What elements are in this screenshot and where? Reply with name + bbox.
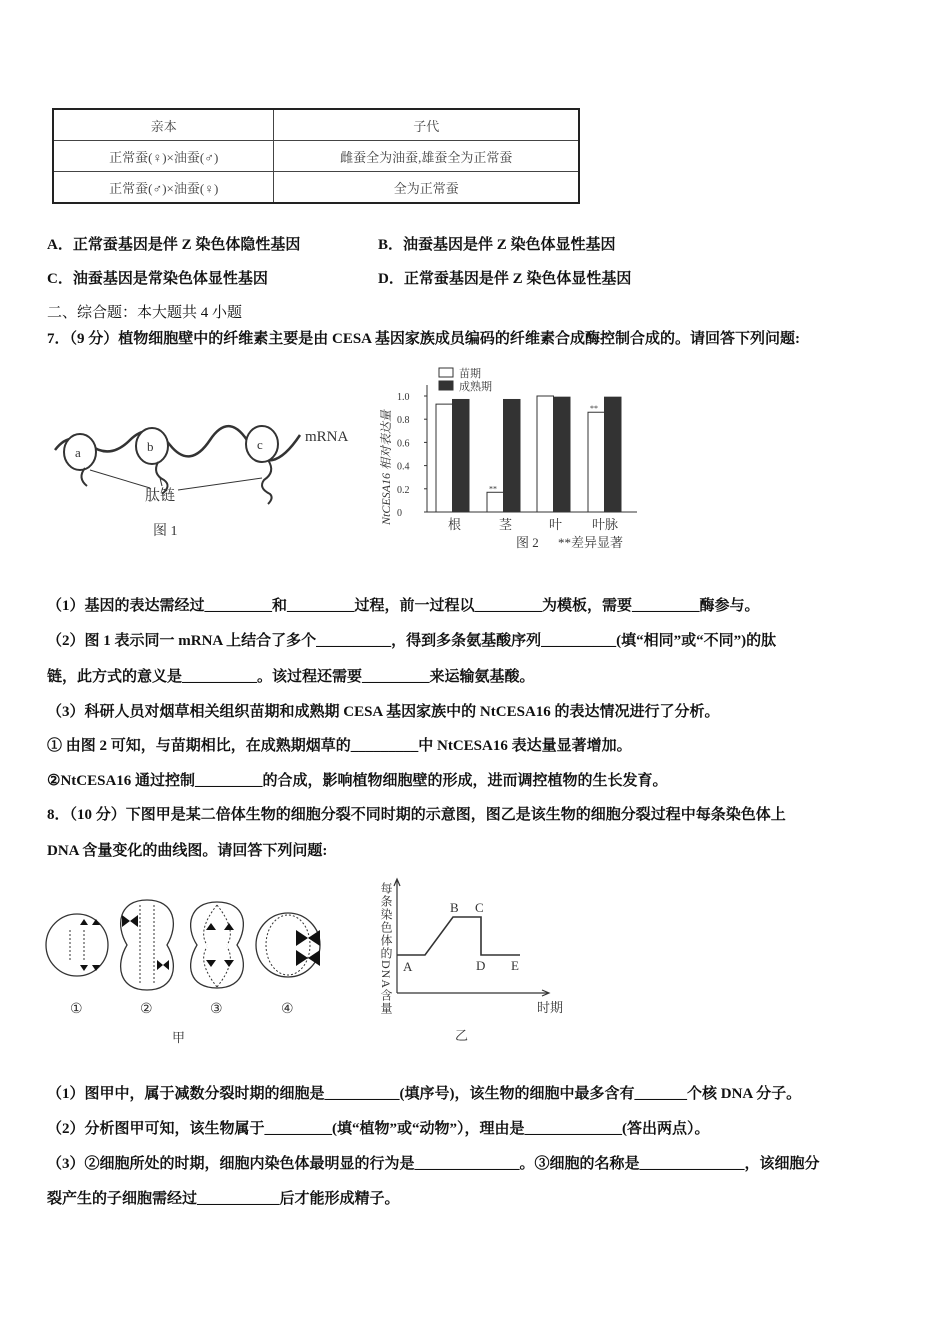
- option-d: D．正常蚕基因是伴 Z 染色体显性基因: [378, 271, 632, 287]
- y-tick-label: 0.8: [397, 415, 410, 427]
- mrna-label: mRNA: [305, 429, 349, 445]
- table-cell: 雌蚕全为油蚕,雄蚕全为正常蚕: [274, 141, 579, 172]
- q8-line-1: （1）图甲中，属于减数分裂时期的细胞是__________(填序号)，该生物的细胞中最多含有_______个核 DNA 分子。: [47, 1086, 802, 1102]
- significance-note: **差异显著: [558, 535, 624, 550]
- q7-line-6: ②NtCESA16 通过控制_________的合成，影响植物细胞壁的形成，进而调控植物的生长发育。: [47, 773, 668, 789]
- point-b: B: [450, 900, 459, 915]
- svg-text:a: a: [75, 445, 81, 460]
- table-header: 子代: [274, 109, 579, 141]
- significance-mark: **: [590, 404, 598, 414]
- q8-line-2: （2）分析图甲可知，该生物属于_________(填“植物”或“动物”），理由是_____________(答出两点）。: [47, 1121, 710, 1137]
- legend-label: 苗期: [459, 368, 481, 380]
- svg-text:b: b: [147, 439, 154, 454]
- q8-stem-2: DNA 含量变化的曲线图。请回答下列问题:: [47, 843, 328, 859]
- option-a: A．正常蚕基因是伴 Z 染色体隐性基因: [47, 237, 301, 253]
- y-tick-label: 0.4: [397, 461, 410, 473]
- table-cell: 全为正常蚕: [274, 172, 579, 204]
- svg-text:c: c: [257, 437, 263, 452]
- y-tick-label: 0.2: [397, 484, 410, 496]
- y-axis-label: NtCESA16 相对表达量: [379, 409, 393, 525]
- peptide-label: 肽链: [145, 488, 176, 504]
- point-a: A: [403, 959, 413, 974]
- option-b: B．油蚕基因是伴 Z 染色体显性基因: [378, 237, 616, 253]
- y-axis-label-yi: 每条染色体的DNA含量: [379, 882, 393, 1015]
- table-header: 亲本: [53, 109, 274, 141]
- x-axis-label-yi: 时期: [537, 1000, 564, 1015]
- x-tick-label: 叶脉: [592, 517, 619, 532]
- x-tick-label: 茎: [499, 517, 513, 532]
- x-tick-label: 根: [448, 517, 462, 532]
- q7-line-4: （3）科研人员对烟草相关组织苗期和成熟期 CESA 基因家族中的 NtCESA16 的表达情况进行了分析。: [47, 704, 720, 720]
- point-d: D: [476, 958, 486, 973]
- cell-label-1: ①: [70, 1002, 83, 1017]
- q8-stem-1: 8．（10 分）下图甲是某二倍体生物的细胞分裂不同时期的示意图，图乙是该生物的细胞分裂过程中每条染色体上: [47, 807, 786, 823]
- table-cell: 正常蚕(♂)×油蚕(♀): [53, 172, 274, 204]
- q7-stem: 7．（9 分）植物细胞壁中的纤维素主要是由 CESA 基因家族成员编码的纤维素合成酶控制合成的。请回答下列问题:: [47, 331, 800, 347]
- y-tick-label: 0.6: [397, 438, 410, 450]
- y-tick-label: 0: [397, 508, 402, 519]
- cell-label-2: ②: [140, 1002, 153, 1017]
- q8-line-4: 裂产生的子细胞需经过___________后才能形成精子。: [47, 1191, 400, 1207]
- q7-line-3: 链，此方式的意义是__________。该过程还需要_________来运输氨基酸。: [47, 669, 535, 685]
- section-title: 二、综合题：本大题共 4 小题: [47, 305, 243, 321]
- figure-1-caption: 图 1: [153, 524, 178, 539]
- y-tick-label: 1.0: [397, 392, 410, 403]
- q7-line-1: （1）基因的表达需经过_________和_________过程，前一过程以_________为模板，需要_________酶参与。: [47, 598, 760, 614]
- q7-line-5: ① 由图 2 可知，与苗期相比，在成熟期烟草的_________中 NtCESA16 表达量显著增加。: [47, 738, 632, 754]
- q8-line-3: （3）②细胞所处的时期，细胞内染色体最明显的行为是______________。③细胞的名称是______________，该细胞分: [47, 1156, 820, 1172]
- x-tick-label: 叶: [549, 517, 563, 532]
- cell-label-3: ③: [210, 1002, 223, 1017]
- point-e: E: [511, 958, 519, 973]
- table-cell: 正常蚕(♀)×油蚕(♂): [53, 141, 274, 172]
- option-c: C．油蚕基因是常染色体显性基因: [47, 271, 268, 287]
- q7-line-2: （2）图 1 表示同一 mRNA 上结合了多个__________，得到多条氨基酸序列__________(填“相同”或“不同”)的肽: [47, 633, 777, 649]
- figure-yi-caption: 乙: [455, 1028, 469, 1043]
- figure-2-caption: 图 2: [516, 535, 539, 550]
- significance-mark: **: [489, 484, 497, 494]
- figure-jia-caption: 甲: [172, 1030, 186, 1045]
- legend-label: 成熟期: [459, 381, 492, 393]
- cell-label-4: ④: [281, 1002, 294, 1017]
- point-c: C: [475, 900, 484, 915]
